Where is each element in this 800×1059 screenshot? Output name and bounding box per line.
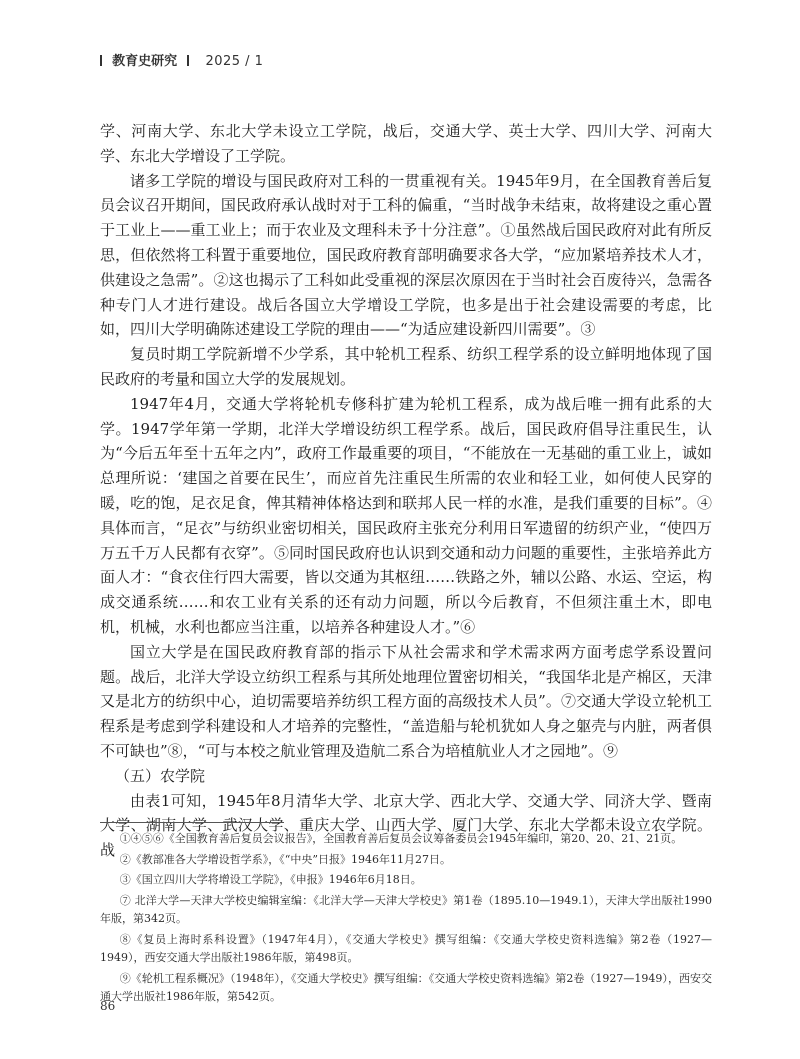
main-text [100, 119, 712, 863]
section-subheading: （五）农学院 [115, 766, 206, 785]
journal-title: 教育史研究 [112, 54, 178, 69]
page-number: 86 [100, 999, 116, 1013]
footnote-divider [100, 822, 284, 823]
paragraph: 诸多工学院的增设与国民政府对工科的一贯重视有关。1945年9月，在全国教育善后复员会议召开期间，国民政府承认战时对于工科的偏重，“当时战争未结束，故将建设之重心置于工业上——重工业上；而于农业及文理科未予十分注意”。①虽然战后国民政府对此有所反思，但依然将工科置于重要地位，国民政府教育部明确要求各大学，“应加紧培养技术人才，供建设之急需”。②这也揭示了工科如此受重视的深层次原因在于当时社会百废待兴，急需各种专门人才进行建设。战后各国立大学增设工学院，也多是出于社会建设需要的考虑，比如，四川大学明确陈述建设工学院的理由——“为适应建设新四川需要”。③ [100, 171, 712, 339]
footnote: ①④⑤⑥《全国教育善后复员会议报告》，全国教育善后复员会议筹备委员会1945年编印，第20、20、21、21页。 [119, 832, 683, 845]
issue-number: 2025 / 1 [205, 54, 264, 69]
header-bar-right [187, 55, 189, 66]
paragraph: 由表1可知，1945年8月清华大学、北京大学、西北大学、交通大学、同济大学、暨南大学、湖南大学、武汉大学、重庆大学、山西大学、厦门大学、东北大学都未设立农学院。战 [100, 791, 712, 860]
footnote: ⑧《复员上海时系科设置》（1947年4月），《交通大学校史》撰写组编：《交通大学校史资料选编》第2卷（1927—1949），西安交通大学出版社1986年版，第498页。 [100, 932, 712, 964]
paragraph: 学、河南大学、东北大学未设立工学院，战后，交通大学、英士大学、四川大学、河南大学、东北大学增设了工学院。 [100, 122, 712, 165]
footnote: ③《国立四川大学将增设工学院》，《申报》1946年6月18日。 [119, 873, 422, 886]
footnote: ⑨《轮机工程系概况》（1948年），《交通大学校史》撰写组编：《交通大学校史资料选编》第2卷（1927—1949），西安交通大学出版社1986年版，第542页。 [100, 971, 712, 1003]
paragraph: 1947年4月，交通大学将轮机专修科扩建为轮机工程系，成为战后唯一拥有此系的大学。1947学年第一学期，北洋大学增设纺织工程学系。战后，国民政府倡导注重民生，认为“今后五年至十五年之内”，政府工作最重要的项目，“不能放在一无基础的重工业上，诚如总理所说：‘建国之首要在民生’，而应首先注重民生所需的农业和轻工业，如何使人民穿的暖，吃的饱，足衣足食，俾其精神体格达到和联邦人民一样的水准，是我们重要的目标”。④具体而言，“足衣”与纺织业密切相关，国民政府主张充分利用日军遗留的纺织产业，“使四万万五千万人民都有衣穿”。⑤同时国民政府也认识到交通和动力问题的重要性，主张培养此方面人才：“食衣住行四大需要，皆以交通为其枢纽……铁路之外，辅以公路、水运、空运，构成交通系统……和农工业有关系的还有动力问题，所以今后教育，不但须注重土木，即电机，机械，水利也都应当注重，以培养各种建设人才。”⑥ [100, 394, 712, 636]
header-bar-left [100, 55, 102, 66]
footnote: ⑦ 北洋大学—天津大学校史编辑室编：《北洋大学—天津大学校史》第1卷（1895.10—1949.1），天津大学出版社1990年版，第342页。 [100, 893, 712, 925]
running-header [100, 50, 263, 69]
footnotes [100, 830, 712, 1009]
footnote: ②《教部准各大学增设哲学系》，《“中央”日报》1946年11月27日。 [119, 852, 452, 866]
paragraph: 复员时期工学院新增不少学系，其中轮机工程系、纺织工程学系的设立鲜明地体现了国民政府的考量和国立大学的发展规划。 [100, 345, 712, 388]
paragraph: 国立大学是在国民政府教育部的指示下从社会需求和学术需求两方面考虑学系设置问题。战后，北洋大学设立纺织工程系与其所处地理位置密切相关，“我国华北是产棉区，天津又是北方的纺织中心，迫切需要培养纺织工程方面的高级技术人员”。⑦交通大学设立轮机工程系是考虑到学科建设和人才培养的完整性，“盖造船与轮机犹如人身之躯壳与内脏，两者俱不可缺也”⑧，“可与本校之航业管理及造航二系合为培植航业人才之园地”。⑨ [100, 642, 712, 760]
